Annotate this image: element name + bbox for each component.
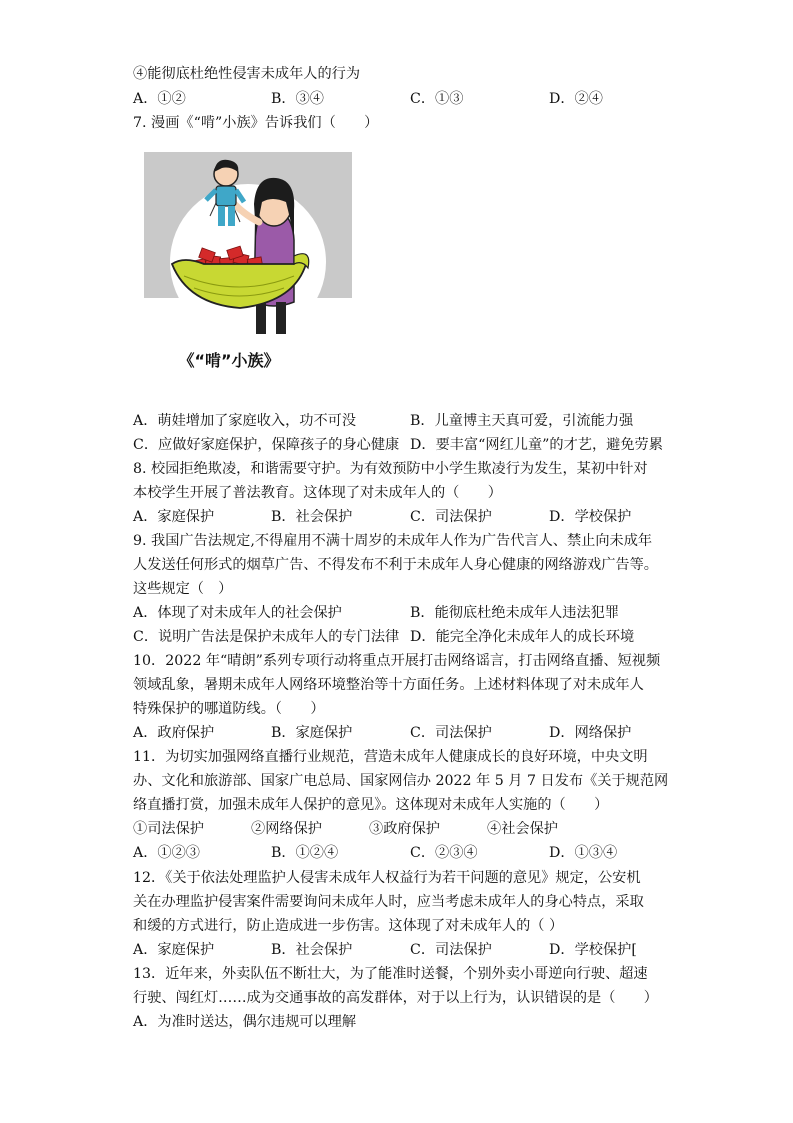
q8-stem-2: 本校学生开展了普法教育。这体现了对未成年人的（ ） bbox=[133, 485, 502, 501]
q8-stem-1: 8. 校园拒绝欺凌，和谐需要守护。为有效预防中小学生欺凌行为发生，某初中针对 bbox=[133, 461, 648, 477]
q12-option-d[interactable]: D．学校保护[ bbox=[549, 942, 637, 958]
q12-option-c[interactable]: C．司法保护 bbox=[410, 942, 492, 958]
q11-option-b[interactable]: B．①②④ bbox=[271, 845, 339, 861]
child-shirt bbox=[216, 186, 236, 206]
q13-stem-1: 13．近年来，外卖队伍不断壮大，为了能准时送餐，个别外卖小哥逆向行驶、超速 bbox=[133, 966, 648, 982]
q11-item-3: ③政府保护 bbox=[369, 821, 440, 837]
q12-stem-1: 12．《关于依法处理监护人侵害未成年人权益行为若干问题的意见》规定，公安机 bbox=[133, 870, 641, 886]
q11-stem-2: 办、文化和旅游部、国家广电总局、国家网信办 2022 年 5 月 7 日发布《关于规范网 bbox=[133, 773, 669, 789]
q9-stem-2: 人发送任何形式的烟草广告、不得发布不利于未成年人身心健康的网络游戏广告等。 bbox=[133, 557, 658, 573]
q10-stem-2: 领域乱象，暑期未成年人网络环境整治等十方面任务。上述材料体现了对未成年人 bbox=[133, 677, 644, 693]
cartoon-figure bbox=[144, 152, 352, 376]
q10-stem-1: 10．2022 年“晴朗”系列专项行动将重点开展打击网络谣言，打击网络直播、短视频 bbox=[133, 653, 661, 669]
q8-option-c[interactable]: C．司法保护 bbox=[410, 509, 492, 525]
q11-option-d[interactable]: D．①③④ bbox=[549, 845, 618, 861]
q11-option-a[interactable]: A．①②③ bbox=[133, 845, 200, 861]
q11-stem-1: 11．为切实加强网络直播行业规范，营造未成年人健康成长的良好环境，中央文明 bbox=[133, 749, 648, 765]
cartoon-caption: 《“啃”小族》 bbox=[178, 351, 280, 370]
q12-option-a[interactable]: A．家庭保护 bbox=[133, 942, 215, 958]
q13-stem-2: 行驶、闯红灯……成为交通事故的高发群体，对于以上行为，认识错误的是（ ） bbox=[133, 990, 658, 1006]
q8-option-a[interactable]: A．家庭保护 bbox=[133, 509, 215, 525]
q11-stem-3: 络直播打赏，加强未成年人保护的意见》。这体现对未成年人实施的（ ） bbox=[133, 797, 609, 813]
q9-stem-1: 9. 我国广告法规定,不得雇用不满十周岁的未成年人作为广告代言人、禁止向未成年 bbox=[133, 533, 653, 549]
q9-option-b[interactable]: B．能彻底杜绝未成年人违法犯罪 bbox=[410, 605, 620, 621]
q10-option-c[interactable]: C．司法保护 bbox=[410, 725, 492, 741]
cartoon-illustration bbox=[144, 152, 352, 342]
q7-stem: 7. 漫画《“啃”小族》告诉我们（ ） bbox=[133, 115, 379, 131]
q6-option-c[interactable]: C．①③ bbox=[410, 91, 464, 107]
q12-option-b[interactable]: B．社会保护 bbox=[271, 942, 353, 958]
q8-option-b[interactable]: B．社会保护 bbox=[271, 509, 353, 525]
q11-item-2: ②网络保护 bbox=[251, 821, 322, 837]
q8-option-d[interactable]: D．学校保护 bbox=[549, 509, 632, 525]
q11-option-c[interactable]: C．②③④ bbox=[410, 845, 478, 861]
q11-item-1: ①司法保护 bbox=[133, 821, 204, 837]
q10-option-a[interactable]: A．政府保护 bbox=[133, 725, 215, 741]
q9-stem-3: 这些规定（ ） bbox=[133, 581, 233, 597]
q6-option-b[interactable]: B．③④ bbox=[271, 91, 324, 107]
q6-option-a[interactable]: A．①② bbox=[133, 91, 186, 107]
q7-option-d[interactable]: D．要丰富“网红儿童”的才艺，避免劳累 bbox=[410, 437, 663, 453]
q6-option-d[interactable]: D．②④ bbox=[549, 91, 603, 107]
q11-item-4: ④社会保护 bbox=[487, 821, 558, 837]
q12-stem-2: 关在办理监护侵害案件需要询问未成年人时，应当考虑未成年人的身心特点，采取 bbox=[133, 894, 644, 910]
q7-option-a[interactable]: A．萌娃增加了家庭收入，功不可没 bbox=[133, 413, 357, 429]
q6-statement-4: ④能彻底杜绝性侵害未成年人的行为 bbox=[133, 66, 361, 82]
q9-option-a[interactable]: A．体现了对未成年人的社会保护 bbox=[133, 605, 342, 621]
q7-option-b[interactable]: B．儿童博主天真可爱，引流能力强 bbox=[410, 413, 634, 429]
q12-stem-3: 和缓的方式进行，防止造成进一步伤害。这体现了对未成年人的（ ） bbox=[133, 918, 564, 934]
q10-option-d[interactable]: D．网络保护 bbox=[549, 725, 632, 741]
q13-option-a[interactable]: A．为准时送达，偶尔违规可以理解 bbox=[133, 1014, 357, 1030]
q7-option-c[interactable]: C．应做好家庭保护，保障孩子的身心健康 bbox=[133, 437, 400, 453]
q10-option-b[interactable]: B．家庭保护 bbox=[271, 725, 353, 741]
q10-stem-3: 特殊保护的哪道防线。（ ） bbox=[133, 701, 325, 717]
q9-option-c[interactable]: C．说明广告法是保护未成年人的专门法律 bbox=[133, 629, 400, 645]
q9-option-d[interactable]: D．能完全净化未成年人的成长环境 bbox=[410, 629, 635, 645]
